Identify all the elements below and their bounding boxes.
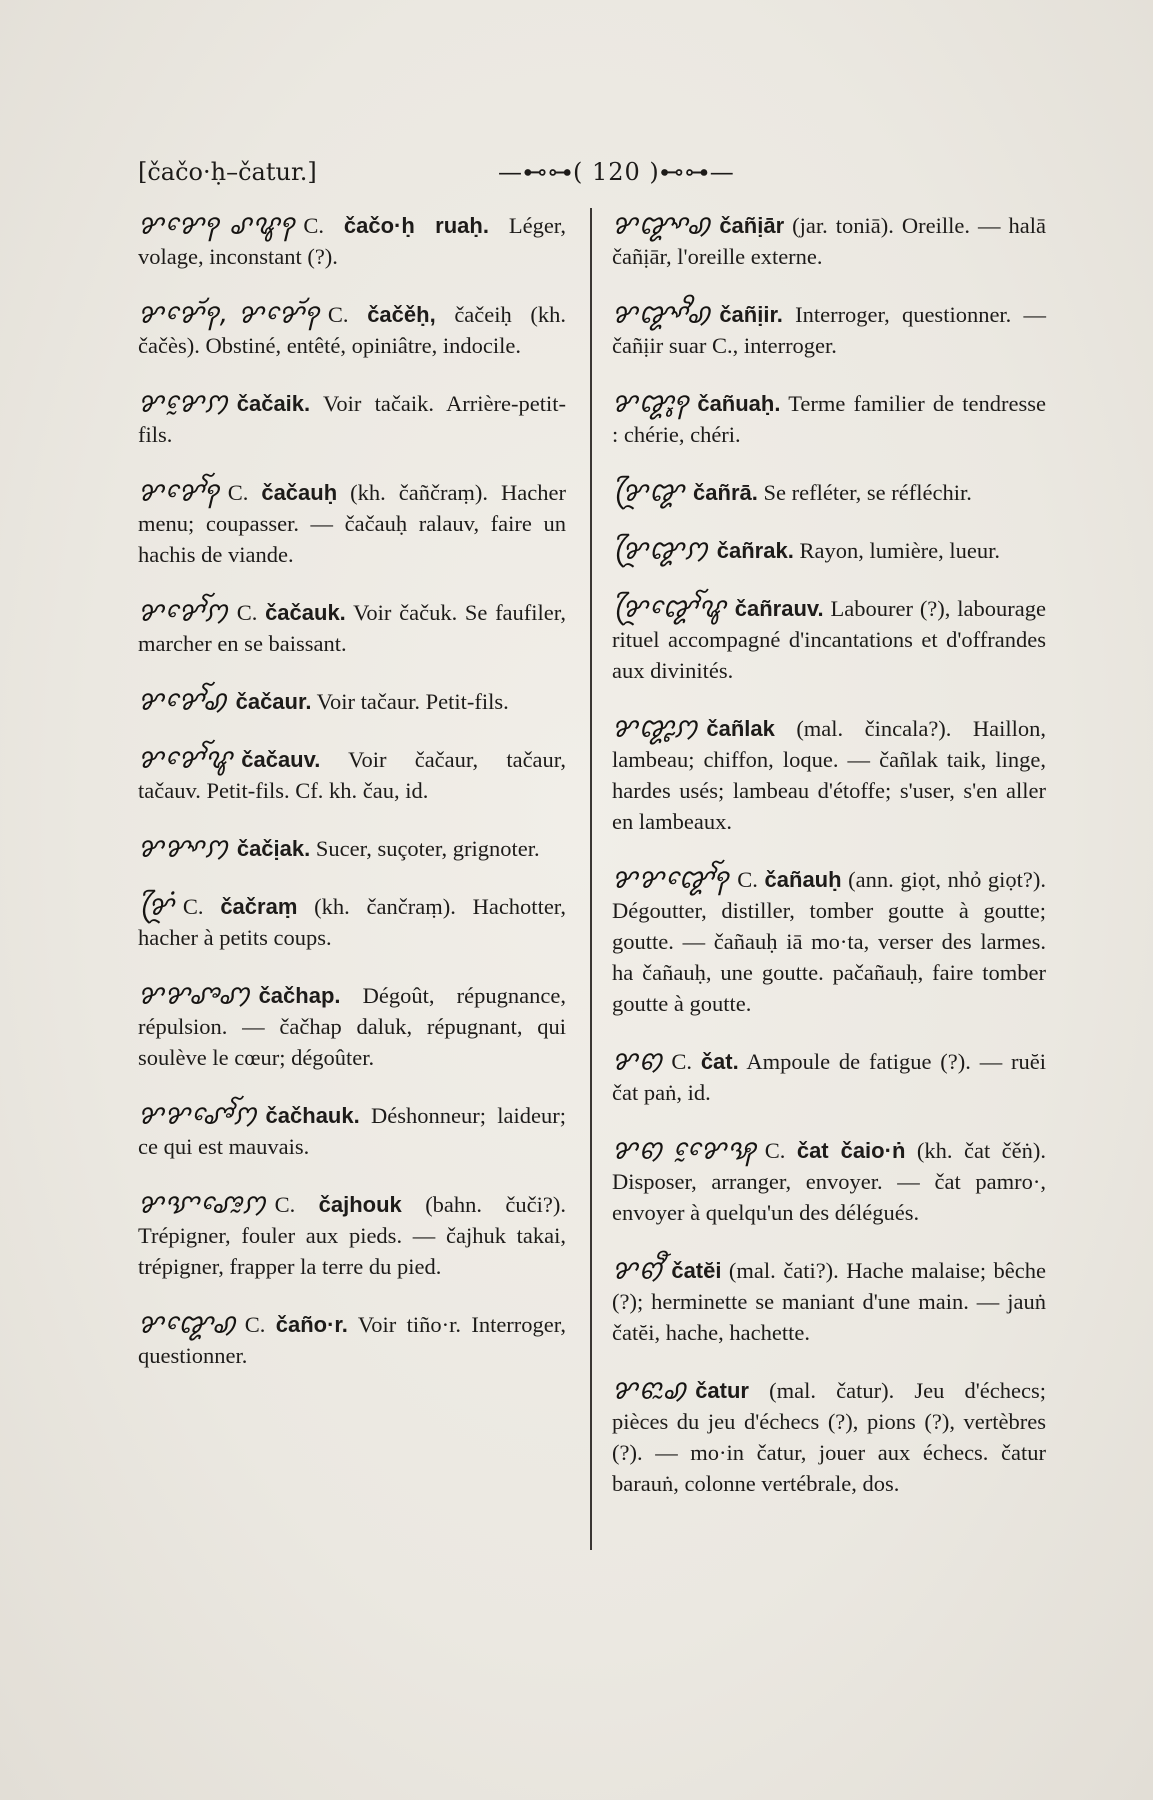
cham-script: ꨌꨌꨨꨯꨱꩀ — [138, 1099, 258, 1131]
cham-script: ꨌꨴꨑꨯꨱꨥ — [612, 592, 727, 624]
headword: čačịak. — [236, 836, 311, 861]
entry-prefix: C. — [274, 1192, 296, 1217]
cham-script: ꨌꨌꨯꨱꩉ — [138, 685, 228, 717]
headword: čañlak — [706, 716, 775, 741]
headword: čačo·ḥ ruaḥ. — [343, 213, 489, 238]
dictionary-entry — [612, 593, 1046, 686]
cham-script: ꨌꨴꩌ — [138, 890, 175, 922]
dictionary-entry — [612, 388, 1046, 450]
headword: čañịir. — [719, 302, 783, 327]
cham-script: ꨌꨌꨰꩀ — [138, 387, 229, 419]
definition: Léger, volage, inconstant (?). — [138, 213, 567, 269]
cham-script: ꨌꨓꨭꩉ — [612, 1374, 688, 1406]
cham-script: ꨌꨑꨳꨪꩉ — [612, 298, 712, 330]
cham-script: ꨌꨌꨳꩀ — [138, 832, 229, 864]
dictionary-entry — [138, 597, 566, 659]
definition: (kh. čañčraṃ). Hacher menu; coupasser. — čačauḥ ralauv, faire un hachis de viande. — [138, 480, 566, 567]
definition: (ann. giọt, nhỏ giọt?). Dégoutter, distiller, tomber goutte à goutte; goutte. — čañauḥ iā mo·ta, verser des larmes. ha čañauḥ, une goutte. pačañauḥ, faire tomber goutte à goutte. — [612, 867, 1047, 1016]
headword: čačauḥ — [261, 480, 338, 505]
cham-script: ꨌꨴꨑ — [612, 476, 686, 508]
cham-script: ꨌꨌꨯꩍ ꨣꨥꩍ — [138, 209, 296, 241]
entry-prefix: C. — [303, 213, 324, 238]
entry-prefix: C. — [737, 867, 758, 892]
headword: čačauk. — [265, 600, 346, 625]
right-column — [612, 210, 1046, 1526]
entry-prefix: C. — [244, 1312, 266, 1337]
dictionary-entry — [138, 299, 566, 361]
definition: Interroger, questionner. — čañịir suar C., interroger. — [612, 302, 1046, 358]
dictionary-entry — [612, 477, 1046, 508]
definition: (mal. čatur). Jeu d'échecs; pièces du jeu d'échecs (?), pions (?), vertèbres (?). — mo·in čatur, jouer aux échecs. čatur barauṅ, colonne vertébrale, dos. — [612, 1378, 1046, 1496]
page-header — [138, 158, 1038, 198]
definition: Sucer, suçoter, grignoter. — [315, 836, 540, 861]
dictionary-entry — [612, 1046, 1046, 1108]
definition: Terme familier de tendresse : chérie, chéri. — [612, 391, 1046, 447]
definition: Voir tačaur. Petit-fils. — [316, 689, 509, 714]
cham-script: ꨌꨑꨵꩀ — [612, 712, 699, 744]
dictionary-entry — [138, 833, 566, 864]
cham-script: ꨌꩅꨬ — [612, 1254, 664, 1286]
cham-script: ꨌꩅ — [612, 1045, 664, 1077]
definition: Voir tiño·r. Interroger, questionner. — [138, 1312, 566, 1368]
headword: čaño·r. — [275, 1312, 348, 1337]
entry-prefix: C. — [227, 480, 249, 505]
headword: čatĕi — [671, 1258, 722, 1283]
definition: (mal. čincala?). Haillon, lambeau; chiffon, loque. — čañlak taik, linge, hardes usés; lambeau d'étoffe; s'user, s'en aller en lambeaux. — [612, 716, 1046, 834]
headword: čat čaio·ṅ — [796, 1138, 906, 1163]
definition: Ampoule de fatigue (?). — ruĕi čat paṅ, id. — [612, 1049, 1046, 1105]
dictionary-entry — [138, 388, 566, 450]
cham-script: ꨌꨑꨳꩉ — [612, 209, 712, 241]
dictionary-entry — [138, 980, 566, 1073]
dictionary-entry — [612, 713, 1046, 837]
headword: čañrā. — [693, 480, 758, 505]
definition: Déshonneur; laideur; ce qui est mauvais. — [138, 1103, 566, 1159]
dictionary-entry — [138, 744, 566, 806]
headword: čačraṃ — [220, 894, 298, 919]
definition: (bahn. čuči?). Trépigner, fouler aux pieds. — čajhuk takai, trépigner, frapper la terre du pied. — [138, 1192, 567, 1279]
entry-prefix: C. — [327, 302, 349, 327]
headword: čañuaḥ. — [697, 391, 781, 416]
dictionary-entry — [138, 1189, 566, 1282]
headword: čañrak. — [716, 538, 794, 563]
headword: čačaik. — [236, 391, 311, 416]
headword: čañauḥ — [764, 867, 842, 892]
dictionary-entry — [612, 535, 1046, 566]
cham-script: ꨌꨑꨯꩉ — [138, 1308, 237, 1340]
left-column — [138, 210, 566, 1398]
definition: (mal. čati?). Hache malaise; bêche (?); herminette se maniant d'une main. — jauṅ čatĕi, hache, hachette. — [612, 1258, 1046, 1345]
headword: čañịār — [719, 213, 785, 238]
headword: čačhauk. — [265, 1103, 360, 1128]
dictionary-entry — [612, 1375, 1046, 1499]
entry-prefix: C. — [671, 1049, 692, 1074]
headword: čatur — [695, 1378, 749, 1403]
cham-script: ꨌꨌꨯꨱꩀ — [138, 596, 229, 628]
headword: čañrauv. — [734, 596, 824, 621]
running-head: [čačo·ḥ–čatur.] — [138, 158, 317, 186]
definition: Rayon, lumière, lueur. — [799, 538, 1001, 563]
headword: čajhouk — [318, 1192, 402, 1217]
dictionary-entry — [612, 1255, 1046, 1348]
definition: čačeiḥ (kh. čačès). Obstiné, entêté, opiniâtre, indocile. — [138, 302, 566, 358]
definition: Dégoût, répugnance, répulsion. — čačhap daluk, répugnant, qui soulève le cœur; dégoûter. — [138, 983, 566, 1070]
cham-script: ꨌꨌꨑꨯꨱꩍ — [612, 863, 730, 895]
dictionary-entry — [612, 210, 1046, 272]
cham-script: ꨌꨌꨯꨮꩍ, ꨌꨌꨯꨮꩍ — [138, 298, 320, 330]
definition: Voir čačaur, tačaur, tačauv. Petit-fils. Cf. kh. čau, id. — [138, 747, 567, 803]
definition: Se refléter, se réfléchir. — [763, 480, 972, 505]
definition: Voir čačuk. Se faufiler, marcher en se baissant. — [138, 600, 566, 656]
dictionary-entry — [138, 1309, 566, 1371]
dictionary-entry — [138, 891, 566, 953]
entry-prefix: C. — [236, 600, 258, 625]
definition: (jar. toniā). Oreille. — halā čañịār, l'oreille externe. — [612, 213, 1046, 269]
definition: Voir tačaik. Arrière-petit-fils. — [138, 391, 566, 447]
dictionary-entry — [138, 1100, 566, 1162]
cham-script: ꨌꨴꨑꩀ — [612, 534, 709, 566]
entry-prefix: C. — [764, 1138, 786, 1163]
dictionary-entry — [138, 210, 566, 272]
headword: čat. — [700, 1049, 739, 1074]
cham-script: ꨌꩅ ꨌꨯꨰꩂ — [612, 1134, 757, 1166]
cham-script: ꨌꨎꨨꨯꨭꩀ — [138, 1188, 267, 1220]
headword: čačauv. — [241, 747, 321, 772]
definition: (kh. čat čěṅ). Disposer, arranger, envoyer. — čat pamro·, envoyer à quelqu'un des délégués. — [612, 1138, 1047, 1225]
headword: čačaur. — [235, 689, 312, 714]
dictionary-entry — [612, 299, 1046, 361]
dictionary-entry — [612, 864, 1046, 1019]
cham-script: ꨌꨌꨨꩇ — [138, 979, 251, 1011]
headword: čačhap. — [258, 983, 341, 1008]
page-number: —⊷⊶( 120 )⊷⊶— — [498, 158, 735, 186]
dictionary-entry — [138, 686, 566, 717]
column-divider — [590, 208, 592, 1550]
cham-script: ꨌꨌꨯꨱꩍ — [138, 476, 220, 508]
dictionary-entry — [612, 1135, 1046, 1228]
headword: čačěḥ, — [367, 302, 436, 327]
definition: (kh. čančraṃ). Hachotter, hacher à petits coups. — [138, 894, 567, 950]
definition: Labourer (?), labourage rituel accompagné d'incantations et d'offrandes aux divinités. — [612, 596, 1046, 683]
entry-prefix: C. — [182, 894, 204, 919]
cham-script: ꨌꨑꨶꩍ — [612, 387, 690, 419]
cham-script: ꨌꨌꨯꨱꨥ — [138, 743, 234, 775]
dictionary-entry — [138, 477, 566, 570]
